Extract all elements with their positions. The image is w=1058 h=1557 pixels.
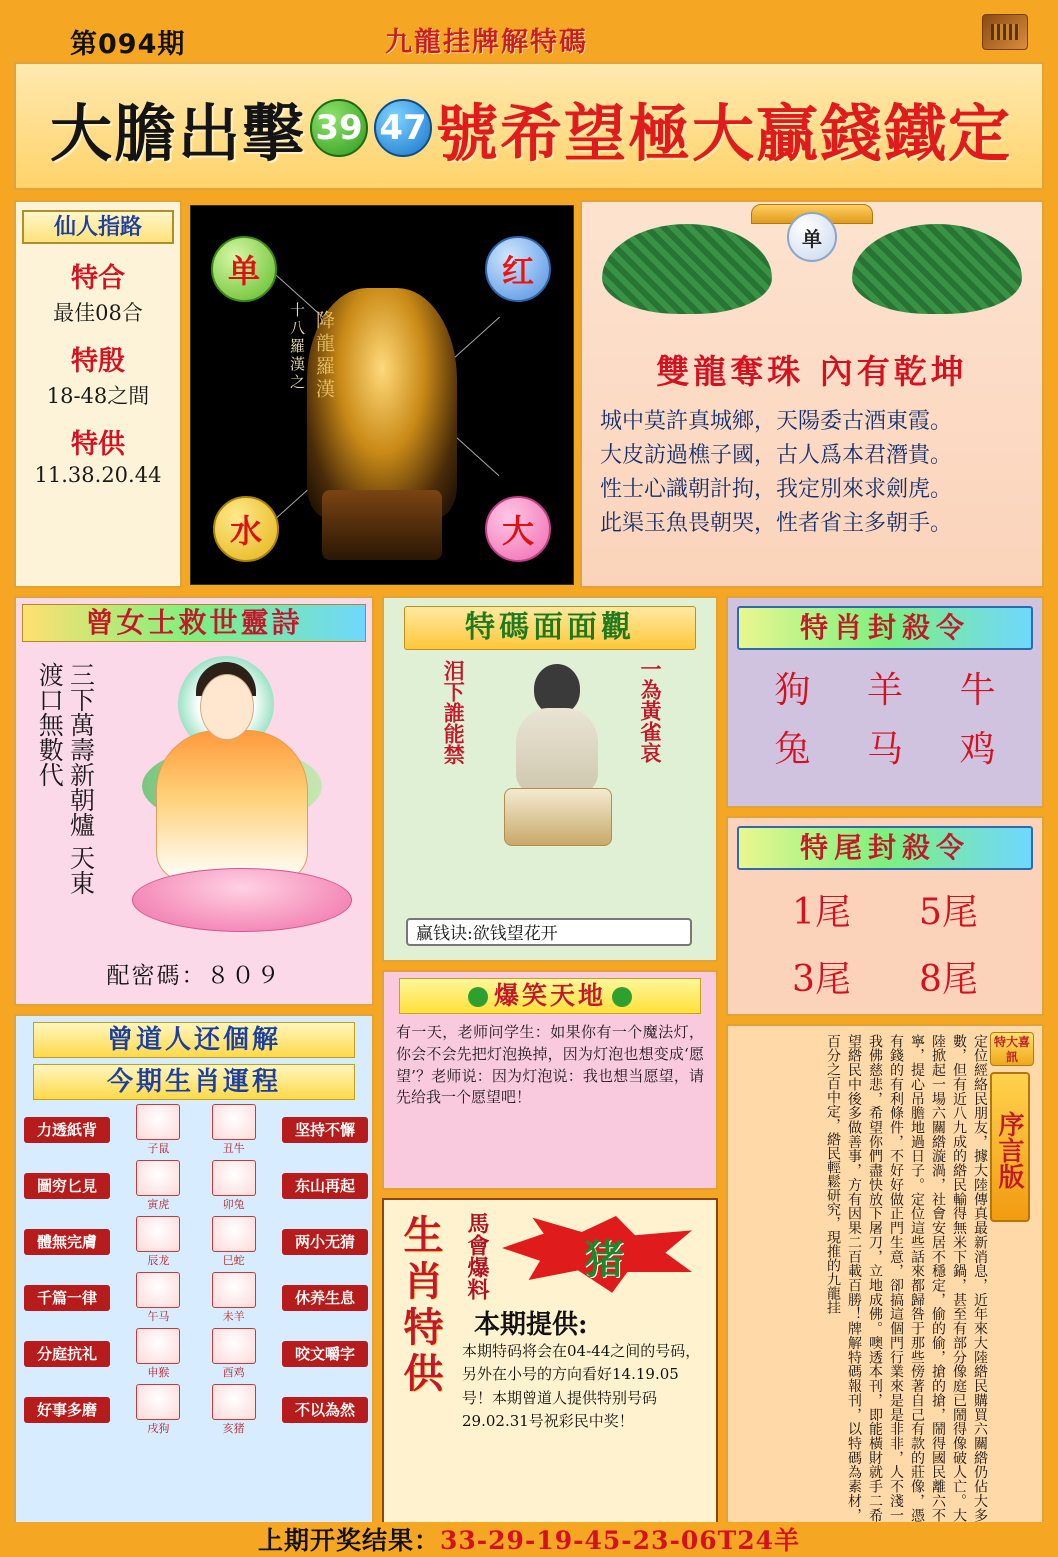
photo-circle-bottom-right: 大: [485, 496, 551, 562]
special-code-left-text: 泪下誰能禁: [441, 660, 467, 765]
idiom-left: 好事多磨: [24, 1397, 110, 1423]
table-row: [24, 1270, 368, 1326]
joke-title: [399, 978, 701, 1014]
tip-label-2: 特殷: [71, 346, 125, 377]
buddha-photo-panel: [190, 205, 574, 585]
poem-line-3: 性士心識朝計拘，我定別來求劍虎。: [600, 477, 953, 503]
footer-bar: [0, 1522, 1058, 1556]
rabbit-icon: [212, 1160, 256, 1196]
zeng-secret-code: 配密碼：８０９: [106, 963, 282, 989]
tiger-icon: [136, 1160, 180, 1196]
banner-number-1: 39: [310, 99, 368, 157]
table-row: [24, 1326, 368, 1382]
banned-zodiac-5: 马: [866, 729, 903, 770]
dog-icon: [136, 1384, 180, 1420]
statue-base: [322, 490, 442, 560]
zodiac-cell: 戌狗: [131, 1384, 185, 1436]
header-bar: [0, 0, 1058, 62]
lotus-icon: [132, 868, 352, 932]
zodiac-cell: 亥猪: [207, 1384, 261, 1436]
banned-zodiac-4: 兔: [774, 729, 811, 770]
photo-caption-large: 降龍羅漢: [313, 310, 335, 402]
joke-panel: [382, 970, 718, 1190]
tip-value-3: 11.38.20.44: [34, 463, 162, 487]
banner-left-text: 大膽出擊: [49, 96, 306, 170]
pearl-label: 单: [787, 212, 837, 262]
good-news-badge: 特大喜訊: [990, 1032, 1034, 1066]
zodiac-cell: 丑牛: [207, 1104, 261, 1156]
banned-zodiac-panel: [726, 596, 1044, 808]
idiom-left: 分庭抗礼: [24, 1341, 110, 1367]
special-code-right-text: 一為黃雀哀: [638, 658, 663, 763]
gold-ingot-icon: [982, 14, 1028, 50]
poem-line-4: 此渠玉魚畏朝哭，性者省主多朝手。: [600, 511, 953, 537]
special-code-title: 特碼面面觀: [404, 606, 696, 650]
site-title: 九龍挂牌解特碼: [385, 27, 588, 58]
idiom-right: 休养生息: [282, 1285, 368, 1311]
horse-club-scoop: 馬會爆料: [464, 1212, 490, 1300]
zodiac-cell: 午马: [131, 1272, 185, 1324]
special-code-panel: [382, 596, 718, 962]
zodiac-cell: 辰龙: [131, 1216, 185, 1268]
poem-line-1: 城中莫許真城鄉，天陽委古酒東霞。: [600, 409, 953, 434]
table-row: [24, 1158, 368, 1214]
banned-tail-3: 3尾: [792, 959, 851, 1000]
joke-text: 有一天，老师问学生：如果你有一个魔法灯，你会不会先把灯泡换掉，因为灯泡也想变成‘愿望’？老师说：因为灯泡说：我也想当愿望，请先给我一个愿望吧！: [396, 1023, 704, 1107]
zeng-lady-title: 曾女士救世靈詩: [22, 604, 366, 642]
photo-circle-top-left: 单: [211, 236, 277, 302]
rooster-icon: [212, 1328, 256, 1364]
lady-figure: [126, 650, 356, 940]
idiom-right: 东山再起: [282, 1173, 368, 1199]
horse-icon: [136, 1272, 180, 1308]
idiom-left: 千篇一律: [24, 1285, 110, 1311]
banned-zodiac-6: 鸡: [959, 729, 996, 770]
joke-title-text: 爆笑天地: [493, 981, 606, 1010]
zodiac-special-panel: [382, 1198, 718, 1528]
main-banner: [14, 62, 1044, 190]
poem-line-2: 大皮訪過樵子國，古人爲本君潛貴。: [600, 443, 953, 469]
table-row: [24, 1382, 368, 1438]
dragon-right-icon: [852, 224, 1022, 314]
table-row: [24, 1214, 368, 1270]
zodiac-cell: 卯兔: [207, 1160, 261, 1212]
immortal-guide-title: 仙人指路: [22, 210, 174, 244]
dragon-icon: [136, 1216, 180, 1252]
buddha-statue-icon: [502, 664, 612, 854]
smiley-icon-left: [468, 987, 488, 1007]
zodiac-cell: 申猴: [131, 1328, 185, 1380]
preface-panel: [726, 1024, 1044, 1528]
tip-value-2: 18-48之間: [46, 384, 150, 408]
immortal-guide-panel: [14, 200, 182, 588]
ox-icon: [212, 1104, 256, 1140]
banned-tail-panel: [726, 816, 1044, 1016]
tip-label-1: 特合: [71, 263, 125, 294]
footer-label: 上期开奖结果：: [257, 1526, 440, 1555]
banned-zodiac-title: 特肖封殺令: [737, 606, 1033, 650]
tip-label-3: 特供: [71, 429, 125, 460]
monkey-icon: [136, 1328, 180, 1364]
banned-tail-2: 5尾: [919, 892, 978, 933]
zodiac-cell: 寅虎: [131, 1160, 185, 1212]
photo-circle-bottom-left: 水: [213, 496, 279, 562]
banned-zodiac-2: 羊: [866, 670, 903, 711]
idiom-right: 坚持不懈: [282, 1117, 368, 1143]
idiom-right: 咬文嚼字: [282, 1341, 368, 1367]
face-shape: [200, 674, 254, 740]
goat-icon: [212, 1272, 256, 1308]
banned-zodiac-3: 牛: [959, 670, 996, 711]
banned-zodiac-1: 狗: [774, 670, 811, 711]
table-row: [24, 1102, 368, 1158]
zodiac-special-animal: 猪: [584, 1236, 624, 1283]
dragon-panel-title: 雙龍奪珠 內有乾坤: [656, 352, 968, 391]
robe-shape: [156, 730, 308, 882]
pig-icon: [212, 1384, 256, 1420]
issue-number: 第094期: [70, 29, 186, 60]
smiley-icon-right: [612, 987, 632, 1007]
snake-icon: [212, 1216, 256, 1252]
zodiac-cell: 酉鸡: [207, 1328, 261, 1380]
zeng-lady-poem: 三下萬壽新朝爐 天東渡口無數代: [35, 662, 96, 895]
zodiac-cell: 未羊: [207, 1272, 261, 1324]
preface-label: 序言版: [990, 1072, 1030, 1222]
win-money-note: 赢钱诀:欲钱望花开: [406, 918, 692, 946]
banner-right-text: 號希望極大贏錢鐵定: [436, 96, 1013, 170]
banned-tail-title: 特尾封殺令: [737, 826, 1033, 870]
zodiac-fortune-panel: [14, 1014, 374, 1528]
zodiac-cell: 子鼠: [131, 1104, 185, 1156]
zodiac-fortune-title-1: 曾道人还個解: [33, 1022, 355, 1058]
photo-circle-top-right: 红: [485, 236, 551, 302]
banned-tail-4: 8尾: [919, 959, 978, 1000]
zodiac-fortune-title-2: 今期生肖運程: [33, 1064, 355, 1100]
zodiac-special-title: 生肖特供: [397, 1214, 444, 1398]
idiom-left: 圖穷匕見: [24, 1173, 110, 1199]
zodiac-special-subtitle: 本期提供:: [474, 1310, 588, 1340]
zodiac-cell: 巳蛇: [207, 1216, 261, 1268]
dragon-poem-panel: [580, 200, 1044, 588]
zodiac-special-body: 本期特码将会在04-44之间的号码，另外在小号的方向看好14.19.05号！本期曾道人提供特别号码29.02.31号祝彩民中奖！: [462, 1342, 701, 1430]
idiom-left: 體無完膚: [24, 1229, 110, 1255]
dragon-illustration: [582, 202, 1042, 342]
tip-value-1: 最佳08合: [53, 301, 143, 325]
photo-caption-small: 十八羅漢之: [288, 302, 306, 392]
idiom-right: 不以為然: [282, 1397, 368, 1423]
zeng-lady-panel: [14, 596, 374, 1006]
banned-tail-1: 1尾: [792, 892, 851, 933]
preface-text: 定位經絡民朋友，據大陸傳真最新消息，近年來大陸綹民購買六關綹仍佔大多數，但有近八九成的綹民輸得無米下鍋，甚至有部分像庭已鬧得像破人亡。大陸掀起一場六關綹漩渦，社會安居不穩定，偷的偷，搶的搶，鬧得國民離六不寧，提心吊膽地過日子。定位這些話來都歸咎于那些傍著自己有款的莊像，憑有錢的有利條件，不好好做正門生意，卻搞這個門行業來是是非非，人不淺一我佛慈悲，希望你們盡快放下屠刀，立地成佛。噢透本刊，即能橫財就手二希望綹民中後多做善事，方有因果二百載百勝！牌解特碼報刊，以特碼為素材，百分之百中定，綹民輕鬆研究，現推的九龍挂: [825, 1034, 988, 1522]
idiom-left: 力透紙背: [24, 1117, 110, 1143]
footer-numbers: 33-29-19-45-23-06T24羊: [440, 1526, 801, 1555]
banner-number-2: 47: [374, 99, 432, 157]
dragon-left-icon: [602, 224, 772, 314]
rat-icon: [136, 1104, 180, 1140]
idiom-right: 两小无猜: [282, 1229, 368, 1255]
